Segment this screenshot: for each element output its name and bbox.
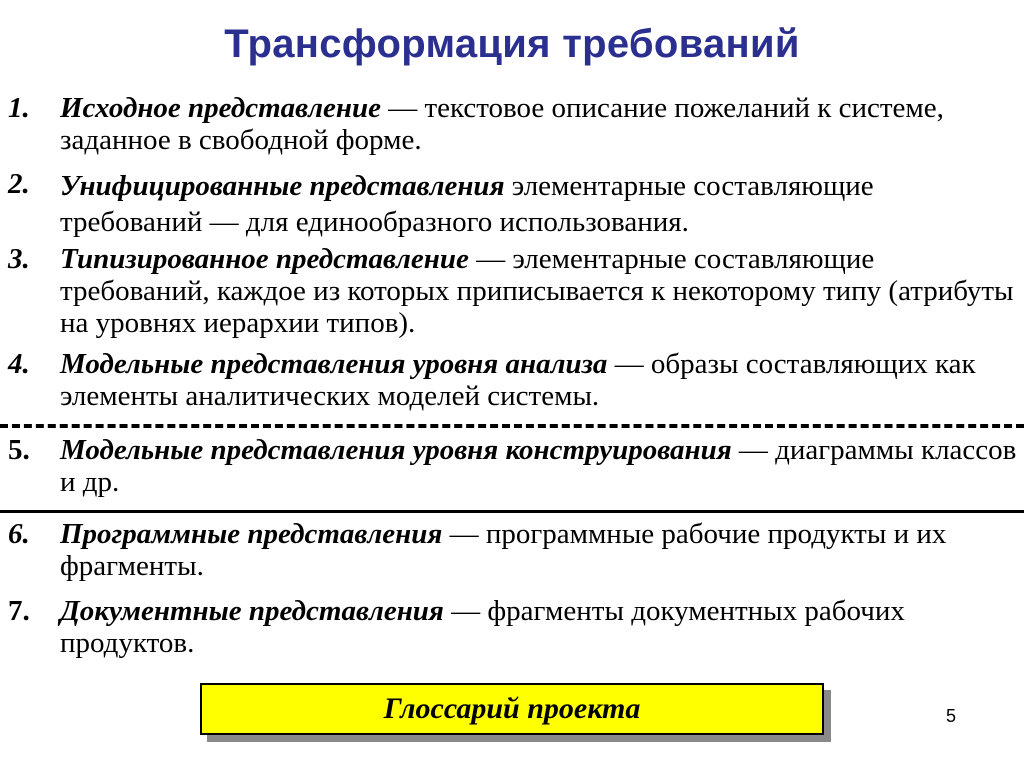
item-description: — фрагменты документных рабочих продуктов. — [60, 595, 905, 659]
item-description: элементарные составляющие требований — для единообразного использования. — [60, 170, 874, 238]
page-number: 5 — [946, 706, 957, 726]
item-term: Модельные представления уровня конструирования — [60, 434, 732, 466]
list-item-5 — [8, 434, 1020, 498]
item-number: 7. — [8, 595, 30, 627]
item-term: Типизированное представление — [60, 243, 469, 275]
item-term: Документные представления — [60, 595, 444, 627]
item-term: Унифицированные представления — [60, 170, 505, 202]
item-number: 2. — [8, 168, 30, 200]
item-text — [60, 168, 1020, 240]
slide-title: Трансформация требований — [224, 22, 800, 66]
item-number: 3. — [8, 243, 30, 275]
list-item-3 — [8, 243, 1020, 339]
item-number: 5. — [8, 434, 30, 466]
item-term: Модельные представления уровня анализа — [60, 348, 608, 380]
item-description: — образы составляющих как элементы аналитических моделей системы. — [60, 348, 976, 412]
list-item-1 — [8, 92, 1020, 156]
item-term: Программные представления — [60, 518, 443, 550]
item-number: 4. — [8, 348, 30, 380]
item-term: Исходное представление — [60, 92, 381, 124]
item-number: 6. — [8, 518, 30, 550]
item-number: 1. — [8, 92, 30, 124]
list-item-2 — [8, 168, 1020, 240]
item-description: — программные рабочие продукты и их фрагменты. — [60, 518, 947, 582]
list-item-6 — [8, 518, 1020, 582]
list-item-7 — [8, 595, 1020, 659]
item-description: — текстовое описание пожеланий к системе, заданное в свободной форме. — [60, 92, 944, 156]
item-description: — диаграммы классов и др. — [60, 434, 1017, 498]
list-item-4 — [8, 348, 1020, 412]
item-description: — элементарные составляющие требований, каждое из которых приписывается к некоторому типу (атрибуты на уровнях иерархии типов). — [60, 243, 1014, 339]
glossary-button[interactable]: Глоссарий проекта — [200, 683, 824, 735]
solid-divider — [0, 510, 1024, 513]
item-text — [60, 92, 1020, 156]
item-text — [60, 434, 1020, 498]
item-text — [60, 348, 1020, 412]
dashed-divider — [0, 424, 1024, 428]
item-text — [60, 518, 1020, 582]
item-text — [60, 595, 1020, 659]
item-text — [60, 243, 1020, 339]
